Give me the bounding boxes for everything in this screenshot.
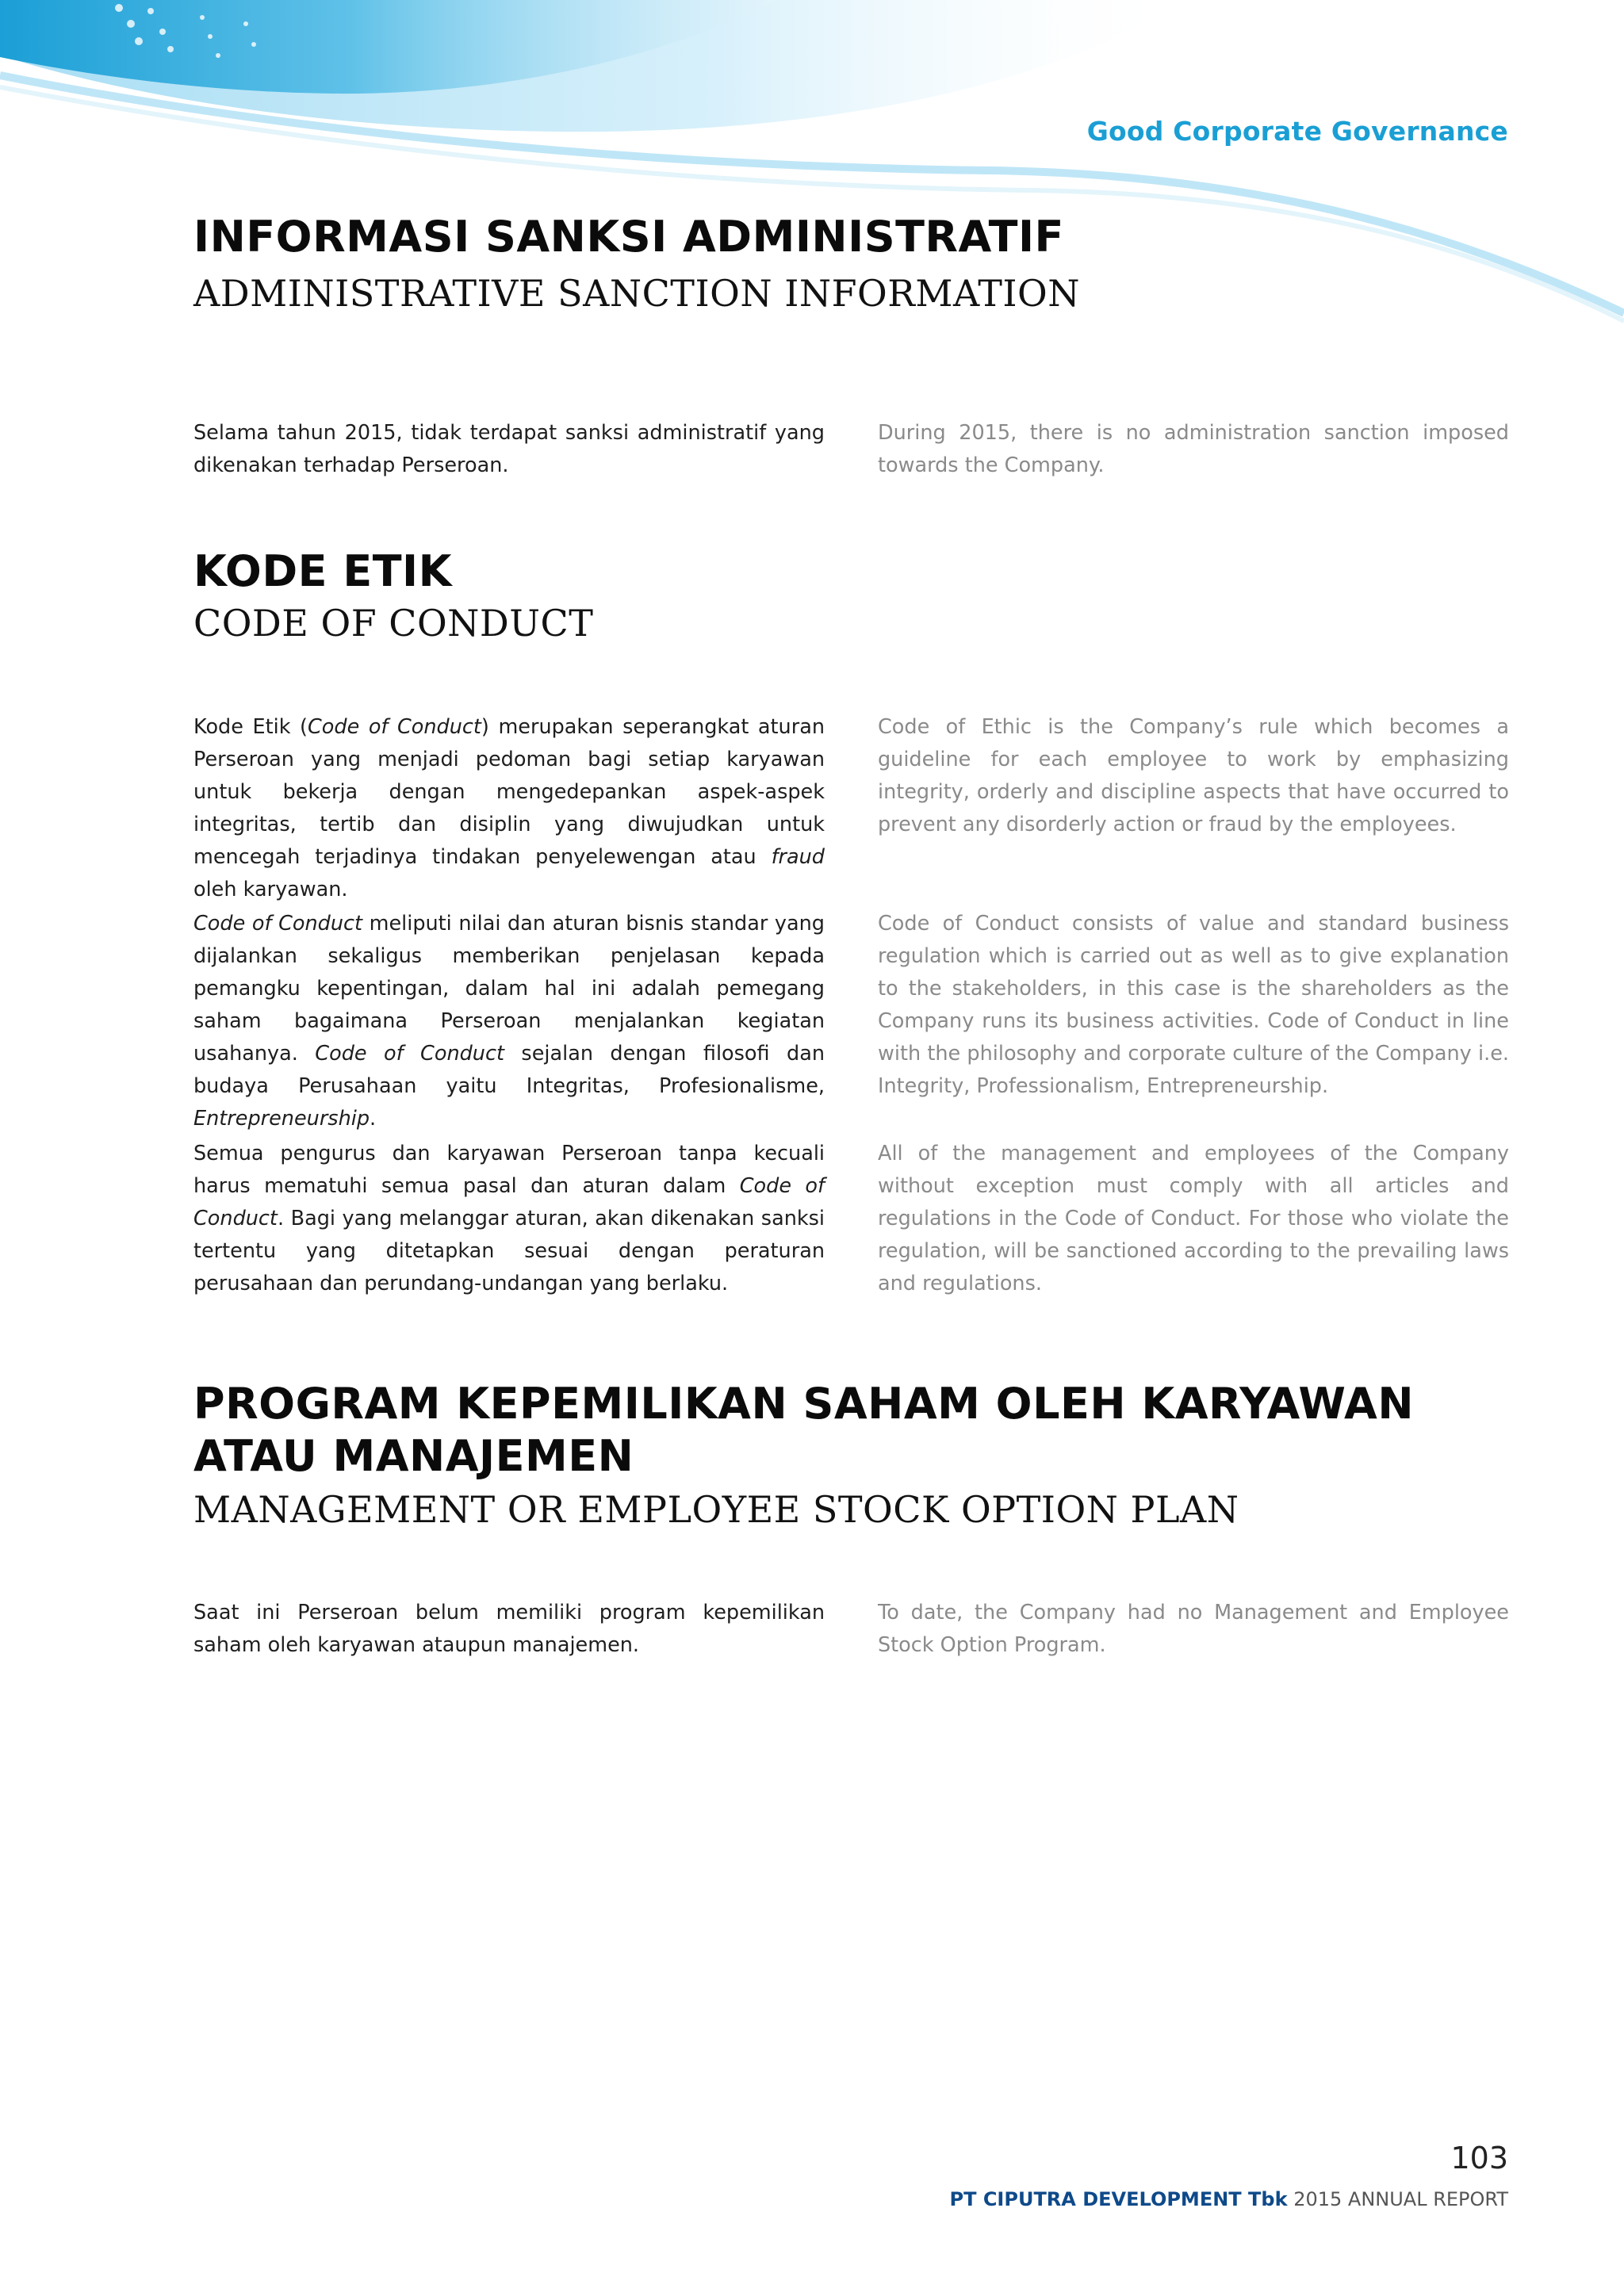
paragraph-id: Code of Conduct meliputi nilai dan aturan bisnis standar yang dijalankan sekaligus memberikan penjelasan kepada pemangku kepentingan, dalam hal ini adalah pemegang saham bagaimana Perseroan menjalankan kegiatan usahanya. Code of Conduct sejalan dengan filosofi dan budaya Perusahaan yaitu Integritas, Profesionalisme, Entrepreneurship.	[193, 912, 825, 1131]
paragraph-en: During 2015, there is no administration sanction imposed towards the Company.	[878, 421, 1509, 477]
paragraph-en: Code of Ethic is the Company’s rule which becomes a guideline for each employee to work by emphasizing integrity, orderly and discipline aspects that have occurred to prevent any disorderly action or fraud by the employees.	[878, 715, 1509, 836]
paragraph-id: Saat ini Perseroan belum memiliki program kepemilikan saham oleh karyawan ataupun manajemen.	[193, 1601, 825, 1657]
paragraph-en: All of the management and employees of the Company without exception must comply with all articles and regulations in the Code of Conduct. For those who violate the regulation, will be sanctioned according to the prevailing laws and regulations.	[878, 1142, 1509, 1295]
section-title-en: MANAGEMENT OR EMPLOYEE STOCK OPTION PLAN	[193, 1488, 1239, 1531]
section-title-id: KODE ETIK	[193, 546, 452, 596]
paragraph-id: Semua pengurus dan karyawan Perseroan tanpa kecuali harus mematuhi semua pasal dan aturan dalam Code of Conduct. Bagi yang melanggar aturan, akan dikenakan sanksi tertentu yang ditetapkan sesuai dengan peraturan perusahaan dan perundang-undangan yang berlaku.	[193, 1142, 825, 1295]
paragraph-en: To date, the Company had no Management and Employee Stock Option Program.	[878, 1601, 1509, 1657]
section-title-id: INFORMASI SANKSI ADMINISTRATIF	[193, 212, 1064, 262]
section-title-en: ADMINISTRATIVE SANCTION INFORMATION	[193, 272, 1081, 315]
section-title-en: CODE OF CONDUCT	[193, 602, 594, 645]
footer-report-label: 2015 ANNUAL REPORT	[1293, 2188, 1508, 2210]
footer-report-title	[950, 2188, 1509, 2210]
paragraph-en: Code of Conduct consists of value and standard business regulation which is carried out as well as to give explanation to the stakeholders, in this case is the shareholders as the Company runs its business activities. Code of Conduct in line with the philosophy and corporate culture of the Company i.e. Integrity, Professionalism, Entrepreneurship.	[878, 912, 1509, 1098]
section-title-id: PROGRAM KEPEMILIKAN SAHAM OLEH KARYAWAN ATAU MANAJEMEN	[193, 1379, 1415, 1481]
footer-company-name: PT CIPUTRA DEVELOPMENT Tbk	[949, 2188, 1288, 2210]
section-label: Good Corporate Governance	[1086, 116, 1508, 147]
page-number: 103	[1450, 2141, 1508, 2175]
paragraph-id: Kode Etik (Code of Conduct) merupakan seperangkat aturan Perseroan yang menjadi pedoman bagi setiap karyawan untuk bekerja dengan mengedepankan aspek-aspek integritas, tertib dan disiplin yang diwujudkan untuk mencegah terjadinya tindakan penyelewengan atau fraud oleh karyawan.	[193, 715, 825, 901]
paragraph-id: Selama tahun 2015, tidak terdapat sanksi administratif yang dikenakan terhadap Perseroan.	[193, 421, 825, 477]
